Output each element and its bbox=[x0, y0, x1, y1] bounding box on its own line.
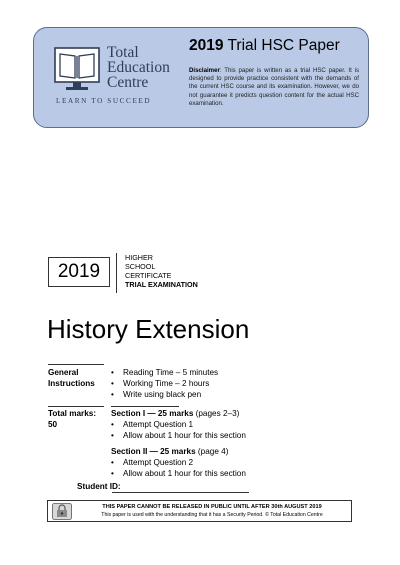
subject-title: History Extension bbox=[47, 314, 250, 344]
list-item: • Working Time – 2 hours bbox=[111, 379, 218, 390]
list-item: • Write using black pen bbox=[111, 390, 218, 401]
list-item: • Attempt Question 2 bbox=[111, 458, 246, 469]
logo-wordmark bbox=[107, 45, 170, 90]
book-screen-logo-icon bbox=[54, 47, 100, 91]
total-marks-value: 50 bbox=[48, 419, 58, 429]
list-item: • Attempt Question 1 bbox=[111, 420, 246, 431]
security-seal-icon bbox=[52, 503, 72, 520]
logo-line: Education bbox=[107, 59, 170, 76]
instructions-rule bbox=[48, 364, 104, 365]
hsc-line: SCHOOL bbox=[125, 261, 156, 271]
general-instructions-label bbox=[48, 368, 95, 389]
section-2-block bbox=[111, 447, 246, 479]
header-divider bbox=[116, 253, 117, 293]
total-marks-text: Total marks: bbox=[48, 409, 97, 418]
marks-rule bbox=[48, 406, 104, 407]
paper-title-year: 2019 bbox=[189, 37, 224, 54]
section-1-heading: Section I — 25 marks bbox=[111, 409, 194, 418]
paper-title bbox=[189, 37, 340, 55]
instructions-list bbox=[111, 368, 218, 400]
logo-tagline: LEARN TO SUCCEED bbox=[56, 97, 152, 105]
student-id-field[interactable] bbox=[112, 492, 249, 493]
total-marks-label bbox=[48, 409, 96, 430]
student-id-label: Student ID: bbox=[77, 482, 121, 491]
list-item: • Allow about 1 hour for this section bbox=[111, 469, 246, 480]
hsc-label bbox=[125, 254, 198, 290]
paper-title-text: Trial HSC Paper bbox=[223, 37, 340, 54]
section-2-heading: Section II — 25 marks bbox=[111, 447, 196, 456]
section-rule bbox=[111, 406, 179, 407]
disclaimer-text bbox=[189, 67, 359, 108]
security-footer bbox=[47, 500, 352, 522]
label-line: Instructions bbox=[48, 378, 95, 388]
label-line: General bbox=[48, 368, 79, 377]
hsc-line: HIGHER bbox=[125, 253, 153, 262]
disclaimer-label: Disclaimer bbox=[189, 67, 220, 74]
disclaimer-body: : This paper is written as a trial HSC paper. It is designed to provide practice consistent with the demands of the current HSC course and its examination. However, we do not guarantee it predicts question content for the actual HSC examination. bbox=[189, 67, 359, 107]
release-notice: THIS PAPER CANNOT BE RELEASED IN PUBLIC UNTIL AFTER 30th AUGUST 2019 bbox=[102, 504, 322, 510]
logo-line: Total bbox=[107, 44, 139, 61]
section-1-block bbox=[111, 409, 246, 441]
section-2-pages: (page 4) bbox=[195, 447, 229, 456]
trial-exam-label: TRIAL EXAMINATION bbox=[125, 279, 198, 289]
logo-line: Centre bbox=[107, 74, 149, 91]
exam-year-box: 2019 bbox=[48, 257, 110, 287]
section-1-pages: (pages 2–3) bbox=[193, 409, 240, 418]
list-item: • Reading Time – 5 minutes bbox=[111, 368, 218, 379]
security-notice: This paper is used with the understanding that it has a Security Period. © Total Education Centre bbox=[101, 512, 323, 518]
disclaimer-banner bbox=[33, 27, 369, 128]
list-item: • Allow about 1 hour for this section bbox=[111, 431, 246, 442]
hsc-line: CERTIFICATE bbox=[125, 270, 172, 280]
